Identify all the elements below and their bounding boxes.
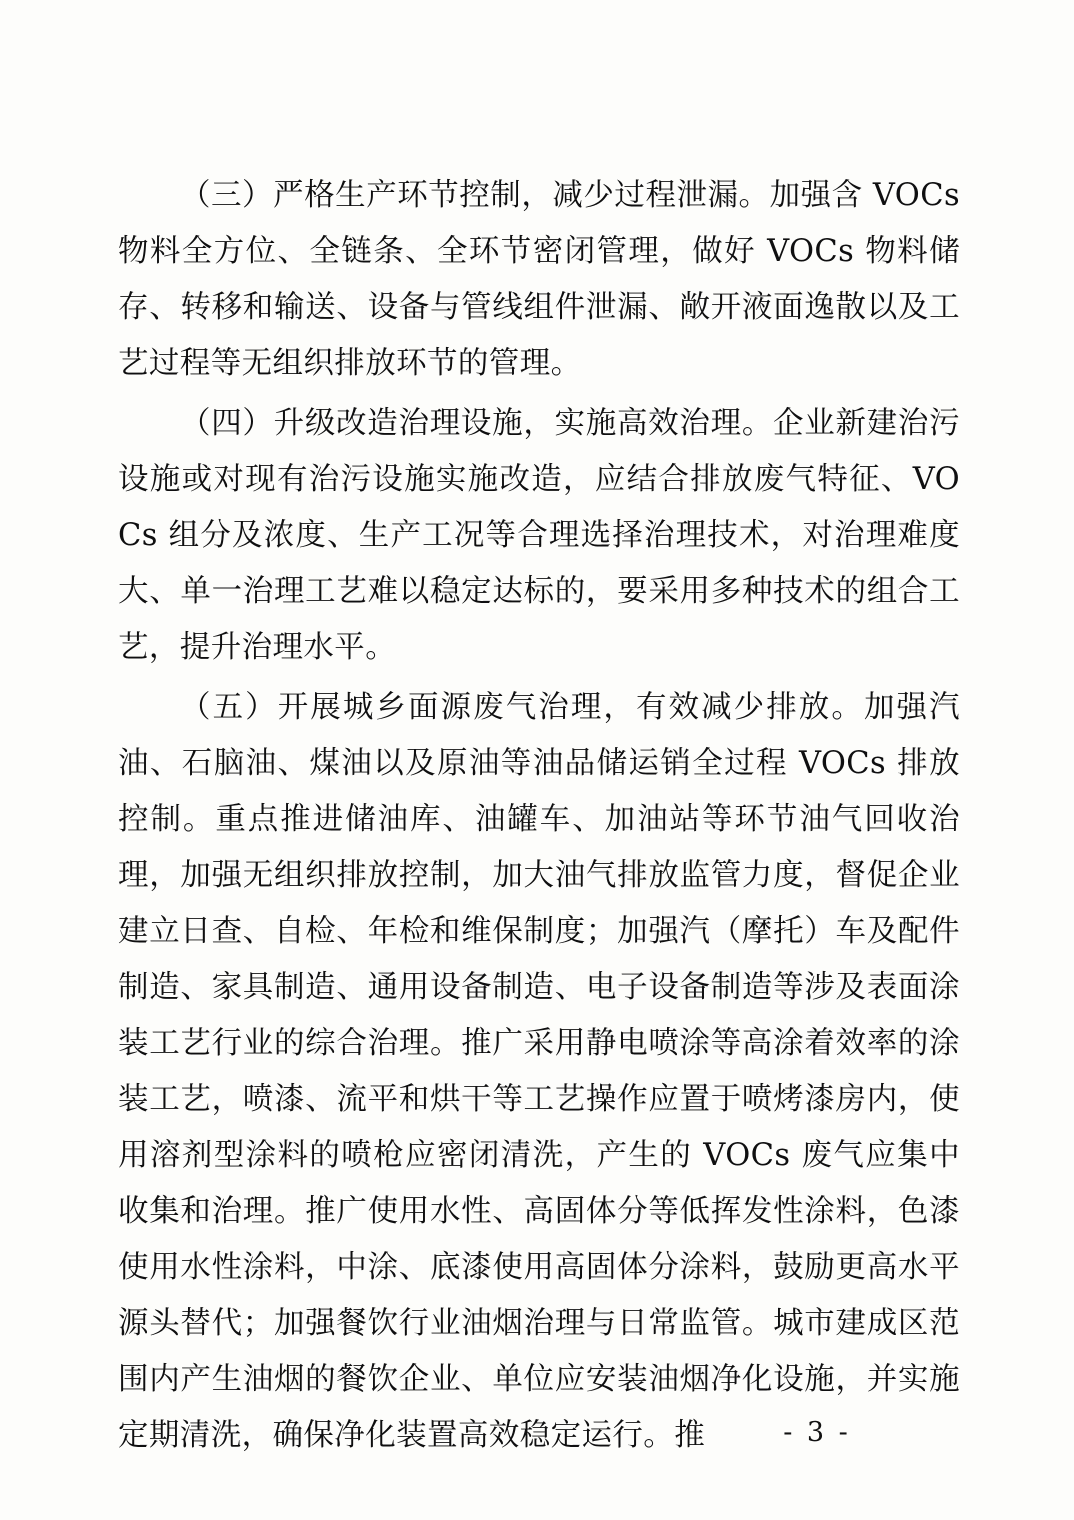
paragraph-5: （五）开展城乡面源废气治理，有效减少排放。加强汽油、石脑油、煤油以及原油等油品储运销全过程 VOCs 排放控制。重点推进储油库、油罐车、加油站等环节油气回收治理，加强无组织排放控制，加大油气排放监管力度，督促企业建立日查、自检、年检和维保制度；加强汽（摩托）车及配件制造、家具制造、通用设备制造、电子设备制造等涉及表面涂装工艺行业的综合治理。推广采用静电喷涂等高涂着效率的涂装工艺，喷漆、流平和烘干等工艺操作应置于喷烤漆房内，使用溶剂型涂料的喷枪应密闭清洗，产生的 VOCs 废气应集中收集和治理。推广使用水性、高固体分等低挥发性涂料，色漆使用水性涂料，中涂、底漆使用高固体分涂料，鼓励更高水平源头替代；加强餐饮行业油烟治理与日常监管。城市建成区范围内产生油烟的餐饮企业、单位应安装油烟净化设施，并实施定期清洗，确保净化装置高效稳定运行。推 (118, 690, 960, 1453)
page-number-label: - 3 - (783, 1417, 851, 1448)
document-body (118, 168, 960, 1464)
paragraph-3: （三）严格生产环节控制，减少过程泄漏。加强含 VOCs 物料全方位、全链条、全环节密闭管理，做好 VOCs 物料储存、转移和输送、设备与管线组件泄漏、敞开液面逸散以及工艺过程等无组织排放环节的管理。 (118, 178, 960, 381)
paragraph-4: （四）升级改造治理设施，实施高效治理。企业新建治污设施或对现有治污设施实施改造，应结合排放废气特征、VOCs 组分及浓度、生产工况等合理选择治理技术，对治理难度大、单一治理工艺难以稳定达标的，要采用多种技术的组合工艺，提升治理水平。 (118, 406, 960, 665)
page-number (0, 1417, 1074, 1448)
